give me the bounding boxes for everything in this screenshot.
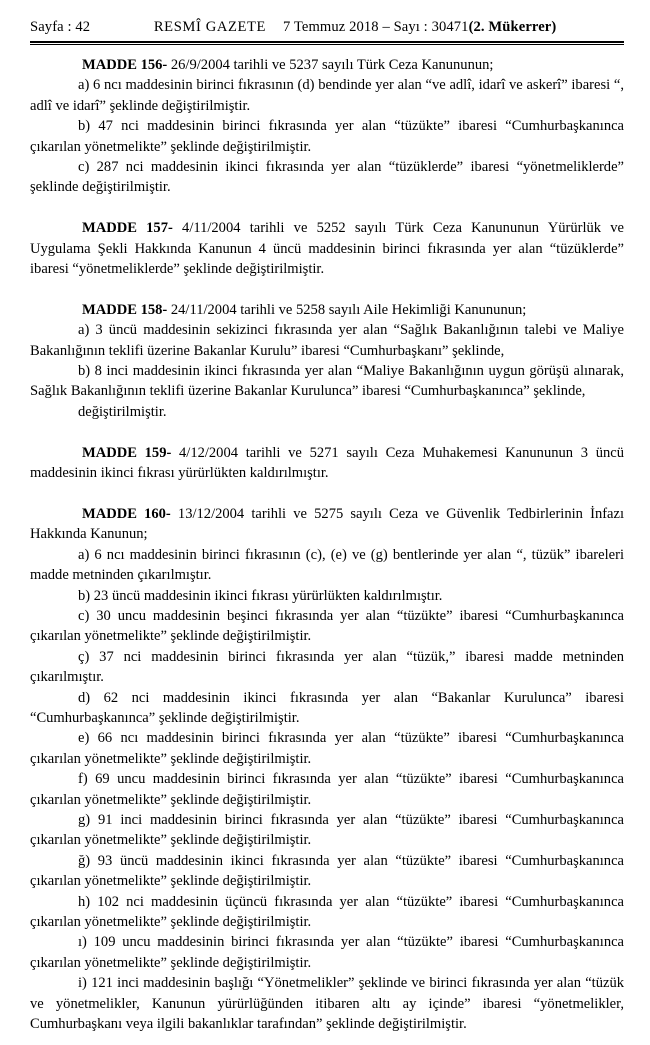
page-header <box>30 19 624 41</box>
document-body <box>30 55 624 1034</box>
article-label-madde-160: MADDE 160- <box>82 505 171 522</box>
article-item-160-gg: ğ) 93 üncü maddesinin ikinci fıkrasında yer alan “tüzükte” ibaresi “Cumhurbaşkanınca çıkarılan yönetmelikte” şeklinde değiştirilmiştir. <box>30 852 624 890</box>
article-item-156-b: b) 47 nci maddesinin birinci fıkrasında yer alan “tüzükte” ibaresi “Cumhurbaşkanınca çıkarılan yönetmelikte” şeklinde değiştirilmiştir. <box>30 118 624 155</box>
paragraph-spacer <box>30 422 624 442</box>
article-item-156-c: c) 287 nci maddesinin ikinci fıkrasında yer alan “tüzüklerde” ibaresi “yönetmeliklerde” şeklinde değiştirilmiştir. <box>30 159 624 196</box>
page-number-label: Sayfa : 42 <box>30 19 91 35</box>
article-item-156-a: a) 6 ncı maddesinin birinci fıkrasının (d) bendinde yer alan “ve adlî, idarî ve askerî” ibaresi “, adlî ve idarî” şeklinde değiştirilmiştir. <box>30 77 624 114</box>
article-lead-text-madde-160: 13/12/2004 tarihli ve 5275 sayılı Ceza ve Güvenlik Tedbirlerinin İnfazı Hakkında Kanunun; <box>30 505 625 543</box>
article-item-160-b: b) 23 üncü maddesinin ikinci fıkrası yürürlükten kaldırılmıştır. <box>78 587 443 604</box>
article-lead-madde-160 <box>30 504 624 545</box>
article-lead-madde-157 <box>30 218 624 279</box>
article-item-160-h: h) 102 nci maddesinin üçüncü fıkrasında yer alan “tüzükte” ibaresi “Cumhurbaşkanınca çıkarılan yönetmelikte” şeklinde değiştirilmiştir. <box>30 893 624 930</box>
article-lead-madde-156 <box>30 55 624 75</box>
article-item-160-i: i) 121 inci maddesinin başlığı “Yönetmelikler” şeklinde ve birinci fıkrasında yer alan “tüzük ve yönetmelikler, Kanunun yürürlüğünden itibaren altı ay içinde” ibaresi “yönetmelikler, Cumhurbaşkanı veya ilgili bakanlıklar tarafından” şeklinde değiştirilmiştir. <box>30 975 624 1033</box>
article-item-158-a: a) 3 üncü maddesinin sekizinci fıkrasında yer alan “Sağlık Bakanlığının talebi ve Maliye Bakanlığının teklifi üzerine Bakanlar Kurulu” ibaresi “Cumhurbaşkanı” şeklinde, <box>30 322 624 359</box>
header-double-rule <box>30 41 624 45</box>
paragraph-spacer <box>30 198 624 218</box>
article-item-158-closing: değiştirilmiştir. <box>78 403 167 420</box>
article-item-160-e: e) 66 ncı maddesinin birinci fıkrasında yer alan “tüzükte” ibaresi “Cumhurbaşkanınca çıkarılan yönetmelikte” şeklinde değiştirilmiştir. <box>30 730 624 767</box>
article-item-160-d: d) 62 nci maddesinin ikinci fıkrasında yer alan “Bakanlar Kurulunca” ibaresi “Cumhurbaşkanınca” şeklinde değiştirilmiştir. <box>30 689 624 726</box>
article-label-madde-159: MADDE 159- <box>82 444 172 461</box>
article-item-160-a: a) 6 ncı maddesinin birinci fıkrasının (c), (e) ve (g) bentlerinde yer alan “, tüzük” ibareleri madde metninden çıkarılmıştır. <box>30 546 624 584</box>
article-item-160-dotlessi: ı) 109 uncu maddesinin birinci fıkrasında yer alan “tüzükte” ibaresi “Cumhurbaşkanınca çıkarılan yönetmelikte” şeklinde değiştirilmiştir. <box>30 934 624 971</box>
header-rule-thin <box>30 44 624 45</box>
article-lead-text-madde-158: 24/11/2004 tarihli ve 5258 sayılı Aile Hekimliği Kanununun; <box>167 301 527 318</box>
article-item-160-cc: ç) 37 nci maddesinin birinci fıkrasında yer alan “tüzük,” ibaresi madde metninden çıkarılmıştır. <box>30 648 624 686</box>
paragraph-spacer <box>30 279 624 299</box>
article-label-madde-158: MADDE 158- <box>82 301 168 318</box>
article-lead-madde-158 <box>30 300 624 320</box>
article-label-madde-157: MADDE 157- <box>82 220 173 237</box>
article-lead-text-madde-157: 4/11/2004 tarihli ve 5252 sayılı Türk Ceza Kanununun Yürürlük ve Uygulama Şekli Hakkında Kanunun 4 üncü maddesinin birinci fıkrasında yer alan “tüzüklerde” ibaresi “yönetmeliklerde” şeklinde değiştirilmiştir. <box>30 220 624 278</box>
paragraph-spacer <box>30 483 624 503</box>
article-lead-text-madde-156: 26/9/2004 tarihli ve 5237 sayılı Türk Ceza Kanununun; <box>167 57 494 73</box>
gazette-date-issue: 7 Temmuz 2018 – Sayı : 30471 <box>283 19 469 35</box>
article-lead-madde-159 <box>30 443 624 484</box>
header-center-group <box>90 19 624 36</box>
gazette-title: RESMÎ GAZETE <box>153 19 267 35</box>
article-item-160-g: g) 91 inci maddesinin birinci fıkrasında yer alan “tüzükte” ibaresi “Cumhurbaşkanınca çıkarılan yönetmelikte” şeklinde değiştirilmiştir. <box>30 811 624 849</box>
article-lead-text-madde-159: 4/12/2004 tarihli ve 5271 sayılı Ceza Muhakemesi Kanununun 3 üncü maddesinin ikinci fıkrası yürürlükten kaldırılmıştır. <box>30 444 624 482</box>
article-item-158-b: b) 8 inci maddesinin ikinci fıkrasında yer alan “Maliye Bakanlığının uygun görüşü alınarak, Sağlık Bakanlığının teklifi üzerine Bakanlar Kurulunca” ibaresi “Cumhurbaşkanınca” şeklinde, <box>30 363 624 400</box>
article-item-160-f: f) 69 uncu maddesinin birinci fıkrasında yer alan “tüzükte” ibaresi “Cumhurbaşkanınca çıkarılan yönetmelikte” şeklinde değiştirilmiştir. <box>30 771 624 808</box>
article-item-160-c: c) 30 uncu maddesinin beşinci fıkrasında yer alan “tüzükte” ibaresi “Cumhurbaşkanınca çıkarılan yönetmelikte” şeklinde değiştirilmiştir. <box>30 607 624 645</box>
article-label-madde-156: MADDE 156- <box>82 57 168 73</box>
gazette-issue-note: (2. Mükerrer) <box>468 19 557 35</box>
